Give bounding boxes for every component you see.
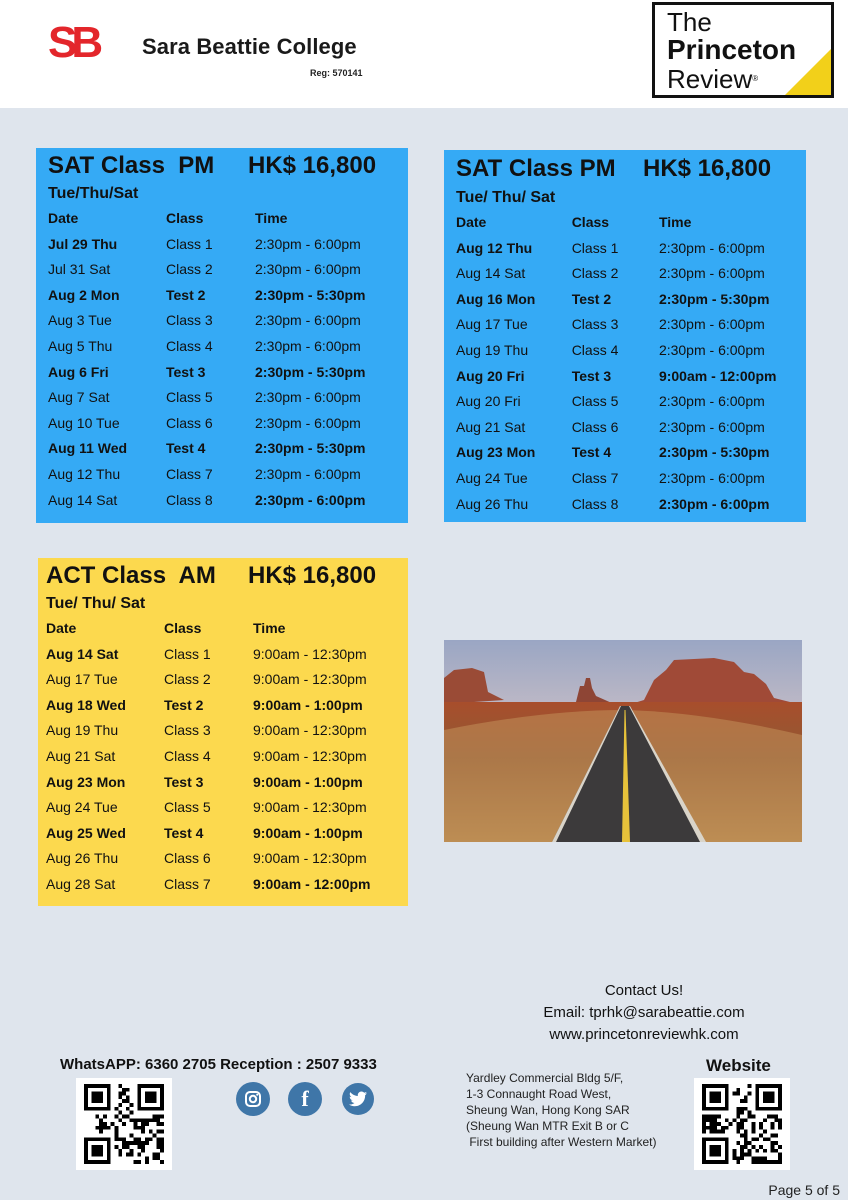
row-class: Class 2 <box>166 261 213 278</box>
row-class: Class 2 <box>571 265 619 282</box>
table-row <box>46 821 408 847</box>
row-time: 9:00am - 12:30pm <box>253 645 367 662</box>
row-time: 9:00am - 12:30pm <box>253 671 367 688</box>
table-row <box>48 334 408 360</box>
row-class: Test 4 <box>164 824 204 841</box>
class-days: Tue/ Thu/ Sat <box>46 595 146 612</box>
row-class: Class 7 <box>571 469 619 486</box>
row-class: Test 2 <box>166 286 206 303</box>
tpr-logo-the: The <box>667 7 712 37</box>
table-row <box>46 795 408 821</box>
row-class: Test 4 <box>571 444 612 461</box>
row-class: Class 5 <box>164 799 211 816</box>
row-date: Aug 28 Sat <box>46 875 116 892</box>
contact-email[interactable]: Email: tprhk@sarabeattie.com <box>543 1004 745 1021</box>
website-qr-code[interactable] <box>694 1078 790 1170</box>
table-row <box>456 389 806 415</box>
tpr-yellow-corner <box>785 49 831 95</box>
schedule-table <box>48 206 408 513</box>
table-row <box>46 693 408 719</box>
whatsapp-reception: WhatsAPP: 6360 2705 Reception : 2507 9333 <box>60 1056 377 1073</box>
row-time: 2:30pm - 5:30pm <box>658 290 770 307</box>
row-class: Class 3 <box>571 316 619 333</box>
table-row <box>456 287 806 313</box>
row-class: Test 4 <box>166 440 206 457</box>
row-time: 2:30pm - 6:00pm <box>255 465 361 482</box>
row-date: Jul 29 Thu <box>48 235 118 252</box>
row-time: 2:30pm - 6:00pm <box>255 491 366 508</box>
row-date: Aug 10 Tue <box>48 414 120 431</box>
row-class: Class 4 <box>571 341 619 358</box>
row-time: 2:30pm - 5:30pm <box>658 444 770 461</box>
row-time: 2:30pm - 6:00pm <box>255 337 361 354</box>
registered-mark: ® <box>752 74 759 83</box>
table-row <box>48 385 408 411</box>
address-line: 1-3 Connaught Road West, <box>466 1087 612 1101</box>
row-time: 2:30pm - 6:00pm <box>658 469 765 486</box>
row-class: Class 6 <box>571 418 619 435</box>
row-time: 2:30pm - 5:30pm <box>255 286 366 303</box>
table-row <box>456 236 806 262</box>
row-date: Aug 18 Wed <box>46 696 126 713</box>
table-row <box>48 436 408 462</box>
sb-logo-mark <box>48 22 140 62</box>
website-label: Website <box>706 1056 771 1075</box>
row-time: 9:00am - 1:00pm <box>253 773 363 790</box>
row-date: Aug 26 Thu <box>46 850 119 867</box>
row-time: 2:30pm - 6:00pm <box>255 261 361 278</box>
row-date: Aug 20 Fri <box>456 393 521 410</box>
row-class: Class 1 <box>571 239 619 256</box>
row-class: Class 3 <box>164 722 211 739</box>
row-date: Aug 14 Sat <box>48 491 118 508</box>
row-class: Class 7 <box>166 465 213 482</box>
address-line: (Sheung Wan MTR Exit B or C <box>466 1119 629 1133</box>
card-title <box>46 560 408 592</box>
table-row <box>48 411 408 437</box>
row-date: Aug 24 Tue <box>456 469 528 486</box>
contact-website[interactable]: www.princetonreviewhk.com <box>549 1026 739 1043</box>
row-class: Test 3 <box>166 363 206 380</box>
tpr-logo-review <box>667 65 758 93</box>
row-class: Test 3 <box>164 773 204 790</box>
row-date: Aug 7 Sat <box>48 389 110 406</box>
column-header: Date <box>456 214 487 230</box>
row-date: Aug 17 Tue <box>46 671 118 688</box>
address-line: Yardley Commercial Bldg 5/F, <box>466 1071 624 1085</box>
row-date: Aug 11 Wed <box>48 440 128 457</box>
facebook-glyph: f <box>301 1086 309 1111</box>
tpr-logo-princeton: Princeton <box>667 34 797 65</box>
class-days: Tue/Thu/Sat <box>48 185 139 202</box>
table-row <box>46 770 408 796</box>
column-header: Time <box>658 214 692 230</box>
row-class: Class 2 <box>164 671 211 688</box>
twitter-icon[interactable] <box>342 1083 374 1115</box>
table-row <box>456 440 806 466</box>
row-date: Aug 6 Fri <box>48 363 109 380</box>
princeton-review-logo <box>652 2 834 98</box>
table-row <box>456 261 806 287</box>
act-class-card <box>38 558 408 906</box>
registration-number: Reg: 570141 <box>310 68 363 78</box>
row-time: 9:00am - 1:00pm <box>253 824 363 841</box>
twitter-glyph <box>349 1091 367 1107</box>
column-header: Class <box>571 214 610 230</box>
sara-beattie-logo <box>48 22 357 62</box>
table-row <box>48 232 408 258</box>
table-header-row <box>46 616 408 642</box>
table-row <box>46 642 408 668</box>
row-date: Aug 19 Thu <box>46 722 119 739</box>
instagram-glyph <box>244 1090 262 1108</box>
row-time: 2:30pm - 5:30pm <box>255 363 366 380</box>
class-price: HK$ 16,800 <box>643 155 772 182</box>
row-class: Class 5 <box>166 389 213 406</box>
row-date: Aug 14 Sat <box>456 265 526 282</box>
row-class: Test 2 <box>571 290 612 307</box>
table-row <box>46 744 408 770</box>
row-time: 2:30pm - 5:30pm <box>255 440 366 457</box>
row-date: Aug 17 Tue <box>456 316 528 333</box>
class-days: Tue/ Thu/ Sat <box>456 189 556 206</box>
desert-road-illustration <box>444 640 802 842</box>
column-header: Class <box>166 210 204 226</box>
row-time: 2:30pm - 6:00pm <box>658 265 765 282</box>
sat-class-card-1 <box>36 148 408 523</box>
instagram-icon[interactable] <box>236 1082 270 1116</box>
row-date: Aug 21 Sat <box>456 418 526 435</box>
column-header: Date <box>46 620 77 636</box>
class-title: SAT Class PM <box>48 152 215 179</box>
row-time: 2:30pm - 6:00pm <box>658 341 765 358</box>
column-header: Time <box>255 210 288 226</box>
row-class: Class 1 <box>166 235 213 252</box>
page-header <box>0 0 848 108</box>
table-header-row <box>456 210 806 236</box>
contact-block <box>470 980 818 1046</box>
row-date: Aug 24 Tue <box>46 799 118 816</box>
column-header: Date <box>48 210 79 226</box>
row-date: Aug 5 Thu <box>48 337 113 354</box>
card-title <box>456 152 806 186</box>
row-date: Aug 12 Thu <box>456 239 533 256</box>
page-number: Page 5 of 5 <box>768 1182 840 1198</box>
row-date: Aug 2 Mon <box>48 286 120 303</box>
row-class: Test 3 <box>571 367 612 384</box>
row-time: 9:00am - 12:00pm <box>253 875 371 892</box>
row-time: 2:30pm - 6:00pm <box>255 389 361 406</box>
row-time: 9:00am - 12:30pm <box>253 799 367 816</box>
class-title: ACT Class AM <box>46 562 216 589</box>
row-date: Aug 12 Thu <box>48 465 121 482</box>
row-time: 9:00am - 12:00pm <box>658 367 777 384</box>
row-time: 9:00am - 12:30pm <box>253 850 367 867</box>
row-date: Aug 19 Thu <box>456 341 529 358</box>
qr-pattern <box>700 1084 784 1164</box>
class-price: HK$ 16,800 <box>248 562 377 589</box>
whatsapp-qr-code[interactable] <box>76 1078 172 1170</box>
table-row <box>48 360 408 386</box>
row-date: Aug 25 Wed <box>46 824 126 841</box>
table-row <box>46 667 408 693</box>
row-class: Class 4 <box>166 337 213 354</box>
row-time: 2:30pm - 6:00pm <box>255 312 361 329</box>
row-time: 2:30pm - 6:00pm <box>658 418 765 435</box>
tpr-logo-review-text: Review <box>667 64 753 94</box>
table-row <box>456 492 806 518</box>
table-row <box>456 466 806 492</box>
column-header: Class <box>164 620 202 636</box>
table-row <box>456 364 806 390</box>
row-class: Test 2 <box>164 696 204 713</box>
table-row <box>456 338 806 364</box>
schedule-table <box>46 616 408 898</box>
row-time: 2:30pm - 6:00pm <box>658 393 765 410</box>
row-time: 9:00am - 1:00pm <box>253 696 363 713</box>
row-class: Class 7 <box>164 875 211 892</box>
table-row <box>48 488 408 514</box>
row-time: 2:30pm - 6:00pm <box>255 414 361 431</box>
sat-class-card-2 <box>444 150 806 522</box>
table-row <box>48 308 408 334</box>
row-class: Class 8 <box>571 495 619 512</box>
table-header-row <box>48 206 408 232</box>
row-time: 2:30pm - 6:00pm <box>658 495 770 512</box>
row-date: Aug 3 Tue <box>48 312 112 329</box>
table-row <box>46 718 408 744</box>
row-date: Aug 26 Thu <box>456 495 529 512</box>
sb-logo-mark-text: SB <box>48 22 98 62</box>
row-time: 2:30pm - 6:00pm <box>658 316 765 333</box>
table-row <box>48 257 408 283</box>
desert-road-photo <box>444 640 802 842</box>
row-date: Aug 16 Mon <box>456 290 536 307</box>
row-date: Aug 21 Sat <box>46 747 116 764</box>
class-price: HK$ 16,800 <box>248 152 377 179</box>
row-date: Aug 23 Mon <box>456 444 536 461</box>
contact-heading: Contact Us! <box>604 982 684 999</box>
row-class: Class 6 <box>166 414 213 431</box>
table-row <box>46 872 408 898</box>
class-title: SAT Class PM <box>456 155 616 182</box>
row-time: 9:00am - 12:30pm <box>253 747 367 764</box>
row-class: Class 5 <box>571 393 619 410</box>
row-date: Aug 23 Mon <box>46 773 126 790</box>
address-line: Sheung Wan, Hong Kong SAR <box>466 1103 630 1117</box>
row-time: 9:00am - 12:30pm <box>253 722 367 739</box>
facebook-icon[interactable] <box>288 1082 322 1116</box>
table-row <box>48 462 408 488</box>
row-class: Class 3 <box>166 312 213 329</box>
row-class: Class 8 <box>166 491 213 508</box>
row-date: Aug 20 Fri <box>456 367 525 384</box>
row-date: Jul 31 Sat <box>48 261 111 278</box>
college-name: Sara Beattie College <box>142 34 357 59</box>
qr-pattern <box>82 1084 166 1164</box>
card-title <box>48 150 408 182</box>
row-class: Class 1 <box>164 645 211 662</box>
row-date: Aug 14 Sat <box>46 645 119 662</box>
row-class: Class 6 <box>164 850 211 867</box>
table-row <box>46 846 408 872</box>
table-row <box>48 283 408 309</box>
column-header: Time <box>253 620 286 636</box>
address-block <box>466 1070 657 1150</box>
row-time: 2:30pm - 6:00pm <box>255 235 361 252</box>
schedule-table <box>456 210 806 517</box>
table-row <box>456 415 806 441</box>
table-row <box>456 312 806 338</box>
row-time: 2:30pm - 6:00pm <box>658 239 765 256</box>
address-line: First building after Western Market) <box>466 1135 657 1149</box>
row-class: Class 4 <box>164 747 211 764</box>
